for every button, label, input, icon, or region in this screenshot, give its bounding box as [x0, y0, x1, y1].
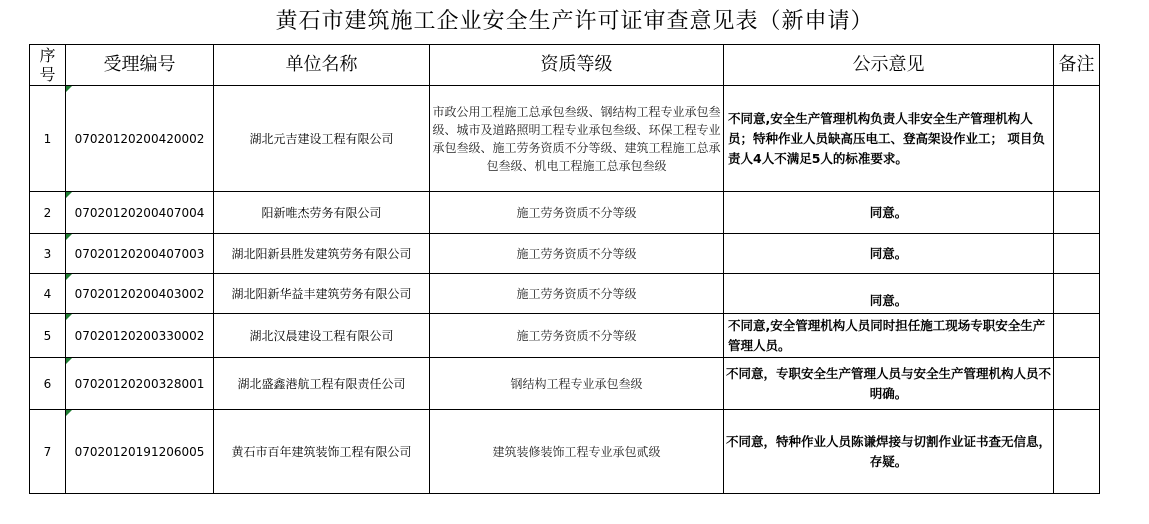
header-remark: 备注 [1054, 45, 1100, 86]
page-title: 黄石市建筑施工企业安全生产许可证审查意见表（新申请） [275, 9, 874, 34]
row-qualification: 施工劳务资质不分等级 [430, 234, 724, 274]
row-accept-no: 07020120200407003 [66, 234, 214, 274]
row-unit-name: 湖北元吉建设工程有限公司 [214, 86, 430, 192]
row-remark [1054, 234, 1100, 274]
row-qualification: 钢结构工程专业承包叁级 [430, 358, 724, 410]
row-unit-name: 湖北阳新县胜发建筑劳务有限公司 [214, 234, 430, 274]
row-unit-name: 阳新唯杰劳务有限公司 [214, 192, 430, 234]
row-seq: 4 [30, 274, 66, 314]
row-unit-name: 湖北阳新华益丰建筑劳务有限公司 [214, 274, 430, 314]
table-row [30, 314, 1100, 358]
row-accept-no: 07020120200403002 [66, 274, 214, 314]
table-row [30, 86, 1100, 192]
row-qualification: 施工劳务资质不分等级 [430, 274, 724, 314]
header-unit-name: 单位名称 [214, 45, 430, 86]
header-qualification: 资质等级 [430, 45, 724, 86]
review-table [29, 44, 1100, 494]
row-remark [1054, 410, 1100, 494]
row-seq: 6 [30, 358, 66, 410]
row-unit-name: 黄石市百年建筑装饰工程有限公司 [214, 410, 430, 494]
row-opinion: 不同意，特种作业人员陈谦焊接与切割作业证书查无信息，存疑。 [724, 410, 1054, 494]
row-remark [1054, 358, 1100, 410]
row-opinion: 不同意，专职安全生产管理人员与安全生产管理机构人员不明确。 [724, 358, 1054, 410]
header-accept-no: 受理编号 [66, 45, 214, 86]
table-row [30, 234, 1100, 274]
row-qualification: 市政公用工程施工总承包叁级、钢结构工程专业承包叁级、城市及道路照明工程专业承包叁级、环保工程专业承包叁级、施工劳务资质不分等级、建筑工程施工总承包叁级、机电工程施工总承包叁级 [430, 86, 724, 192]
row-remark [1054, 274, 1100, 314]
row-opinion: 同意。 [724, 234, 1054, 274]
row-accept-no: 07020120200407004 [66, 192, 214, 234]
row-opinion: 同意。 [724, 192, 1054, 234]
row-opinion: 不同意,安全管理机构人员同时担任施工现场专职安全生产管理人员。 [724, 314, 1054, 358]
table-row [30, 192, 1100, 234]
header-opinion: 公示意见 [724, 45, 1054, 86]
header-seq: 序号 [30, 45, 66, 86]
row-accept-no: 07020120200328001 [66, 358, 214, 410]
row-seq: 3 [30, 234, 66, 274]
row-unit-name: 湖北盛鑫港航工程有限责任公司 [214, 358, 430, 410]
row-opinion: 不同意,安全生产管理机构负责人非安全生产管理机构人员；特种作业人员缺高压电工、登高架设作业工； 项目负责人4人不满足5人的标准要求。 [724, 86, 1054, 192]
table-row [30, 358, 1100, 410]
row-unit-name: 湖北汉晨建设工程有限公司 [214, 314, 430, 358]
row-qualification: 施工劳务资质不分等级 [430, 314, 724, 358]
row-accept-no: 07020120191206005 [66, 410, 214, 494]
row-qualification: 施工劳务资质不分等级 [430, 192, 724, 234]
row-remark [1054, 314, 1100, 358]
row-accept-no: 07020120200330002 [66, 314, 214, 358]
row-seq: 2 [30, 192, 66, 234]
table-row [30, 410, 1100, 494]
row-remark [1054, 192, 1100, 234]
row-seq: 5 [30, 314, 66, 358]
row-accept-no: 07020120200420002 [66, 86, 214, 192]
row-seq: 7 [30, 410, 66, 494]
row-remark [1054, 86, 1100, 192]
table-row [30, 274, 1100, 314]
row-qualification: 建筑装修装饰工程专业承包贰级 [430, 410, 724, 494]
header-row [30, 45, 1100, 86]
row-seq: 1 [30, 86, 66, 192]
row-opinion: 同意。 [724, 274, 1054, 314]
